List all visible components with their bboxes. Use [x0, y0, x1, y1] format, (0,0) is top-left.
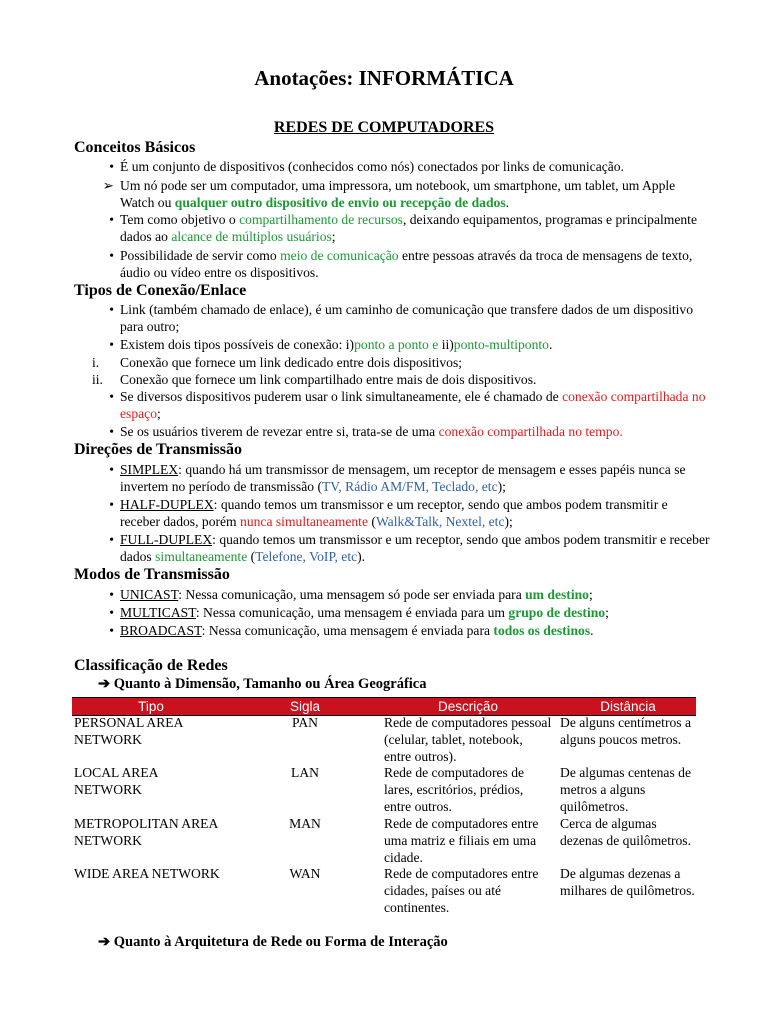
- highlight-text: conexão compartilhada no tempo.: [438, 424, 623, 439]
- highlight-text: ponto-multiponto: [453, 337, 549, 352]
- bullet-icon: •: [109, 623, 114, 638]
- list-item: • É um conjunto de dispositivos (conhecidos como nós) conectados por links de comunicação.: [120, 158, 710, 175]
- cell-descricao: Rede de computadores pessoal (celular, tablet, notebook, entre outros).: [384, 715, 552, 764]
- list-item: • SIMPLEX: quando há um transmissor de mensagem, um receptor de mensagem e esses papéis nunca se invertem no período de transmissão (TV, Rádio AM/FM, Teclado, etc);: [120, 461, 710, 495]
- page-title: Anotações: INFORMÁTICA: [254, 66, 514, 90]
- example-text: Telefone, VoIP, etc: [255, 549, 358, 564]
- bullet-icon: •: [109, 605, 114, 620]
- bullet-icon: •: [109, 159, 114, 174]
- column-header: Tipo: [138, 699, 164, 714]
- highlight-text: simultaneamente: [155, 549, 248, 564]
- roman-marker: i.: [92, 355, 100, 370]
- subheading-arquitetura: ➔ Quanto à Arquitetura de Rede ou Forma de Interação: [98, 934, 448, 950]
- cell-sigla: WAN: [289, 866, 321, 881]
- list-item: ➢ Um nó pode ser um computador, uma impressora, um notebook, um smartphone, um tablet, um Apple Watch ou qualquer outro dispositivo de envio ou recepção de dados.: [120, 177, 710, 211]
- heading-conceitos: Conceitos Básicos: [74, 139, 196, 156]
- highlight-text: todos os destinos: [493, 623, 591, 638]
- heading-classificacao: Classificação de Redes: [74, 657, 228, 674]
- bullet-icon: •: [109, 462, 114, 477]
- arrow-right-icon: ➔: [98, 676, 111, 692]
- cell-sigla: PAN: [292, 715, 318, 730]
- list-item: • Se diversos dispositivos puderem usar o link simultaneamente, ele é chamado de conexão compartilhada no espaço;: [120, 388, 710, 422]
- highlight-text: alcance de múltiplos usuários: [171, 229, 332, 244]
- column-header: Sigla: [289, 699, 321, 714]
- list-item: • Existem dois tipos possíveis de conexão: i)ponto a ponto e ii)ponto-multiponto.: [120, 336, 710, 353]
- cell-distancia: De algumas centenas de metros a alguns quilômetros.: [560, 765, 691, 814]
- cell-descricao: Rede de computadores entre uma matriz e filiais em uma cidade.: [384, 816, 539, 865]
- bullet-icon: •: [109, 389, 114, 404]
- section-title: REDES DE COMPUTADORES: [273, 119, 495, 136]
- cell-distancia: De algumas dezenas a milhares de quilômetros.: [560, 866, 695, 898]
- list-item: • BROADCAST: Nessa comunicação, uma mensagem é enviada para todos os destinos.: [120, 622, 710, 639]
- highlight-text: um destino: [525, 587, 589, 602]
- list-item: • FULL-DUPLEX: quando temos um transmissor e um receptor, sendo que ambos podem transmitir e receber dados simultaneamente (Telefone, VoIP, etc).: [120, 531, 710, 565]
- example-text: Walk&Talk, Nextel, etc: [375, 514, 505, 529]
- list-item: • Link (também chamado de enlace), é um caminho de comunicação que transfere dados de um dispositivo para outro;: [120, 301, 710, 335]
- bullet-icon: •: [109, 302, 114, 317]
- list-item: • Possibilidade de servir como meio de comunicação entre pessoas através da troca de mensagens de texto, áudio ou vídeo entre os dispositivos.: [120, 247, 710, 281]
- subheading-dimensao: ➔ Quanto à Dimensão, Tamanho ou Área Geográfica: [98, 676, 427, 692]
- term-multicast: MULTICAST: [120, 605, 196, 620]
- column-header: Distância: [600, 699, 656, 714]
- highlight-text: ponto a ponto e: [354, 337, 439, 352]
- arrow-bullet-icon: ➢: [102, 178, 114, 193]
- column-header: Descrição: [437, 699, 499, 714]
- cell-tipo: LOCAL AREA NETWORK: [74, 765, 158, 797]
- cell-distancia: Cerca de algumas dezenas de quilômetros.: [560, 816, 691, 848]
- cell-descricao: Rede de computadores de lares, escritórios, prédios, entre outros.: [384, 765, 525, 814]
- bullet-icon: •: [109, 532, 114, 547]
- cell-sigla: MAN: [289, 816, 321, 831]
- bullet-icon: •: [109, 212, 114, 227]
- term-full-duplex: FULL-DUPLEX: [120, 532, 213, 547]
- bullet-icon: •: [109, 587, 114, 602]
- bullet-icon: •: [109, 497, 114, 512]
- list-item: • Se os usuários tiverem de revezar entre si, trata-se de uma conexão compartilhada no tempo.: [120, 423, 710, 440]
- highlight-text: compartilhamento de recursos: [239, 212, 403, 227]
- highlight-text: qualquer outro dispositivo de envio ou recepção de dados: [174, 195, 506, 210]
- bullet-icon: •: [109, 248, 114, 263]
- term-simplex: SIMPLEX: [120, 462, 179, 477]
- heading-direcoes: Direções de Transmissão: [74, 441, 242, 458]
- highlight-text: conexão compartilhada no espaço: [120, 389, 706, 421]
- roman-marker: ii.: [92, 372, 103, 387]
- list-item: • UNICAST: Nessa comunicação, uma mensagem só pode ser enviada para um destino;: [120, 586, 710, 603]
- highlight-text: grupo de destino: [508, 605, 606, 620]
- cell-descricao: Rede de computadores entre cidades, países ou até continentes.: [384, 866, 539, 915]
- bullet-icon: •: [109, 337, 114, 352]
- cell-distancia: De alguns centímetros a alguns poucos metros.: [560, 715, 691, 747]
- list-item: • HALF-DUPLEX: quando temos um transmissor e um receptor, sendo que ambos podem transmitir e receber dados, porém nunca simultaneamente (Walk&Talk, Nextel, etc);: [120, 496, 710, 530]
- highlight-text: meio de comunicação: [280, 248, 399, 263]
- cell-tipo: WIDE AREA NETWORK: [74, 866, 220, 881]
- example-text: TV, Rádio AM/FM, Teclado, etc: [321, 479, 498, 494]
- list-item: ii. Conexão que fornece um link compartilhado entre mais de dois dispositivos.: [92, 372, 537, 387]
- term-unicast: UNICAST: [120, 587, 179, 602]
- list-item: • MULTICAST: Nessa comunicação, uma mensagem é enviada para um grupo de destino;: [120, 604, 710, 621]
- cell-tipo: METROPOLITAN AREA NETWORK: [74, 816, 218, 848]
- cell-tipo: PERSONAL AREA NETWORK: [74, 715, 183, 747]
- heading-modos: Modos de Transmissão: [74, 566, 230, 583]
- arrow-right-icon: ➔: [98, 934, 111, 950]
- cell-sigla: LAN: [291, 765, 319, 780]
- list-item: • Tem como objetivo o compartilhamento de recursos, deixando equipamentos, programas e principalmente dados ao alcance de múltiplos usuários;: [120, 211, 710, 245]
- highlight-text: nunca simultaneamente: [240, 514, 368, 529]
- list-item: i. Conexão que fornece um link dedicado entre dois dispositivos;: [92, 355, 463, 370]
- bullet-icon: •: [109, 424, 114, 439]
- term-half-duplex: HALF-DUPLEX: [120, 497, 214, 512]
- heading-tipos: Tipos de Conexão/Enlace: [74, 282, 247, 299]
- term-broadcast: BROADCAST: [120, 623, 202, 638]
